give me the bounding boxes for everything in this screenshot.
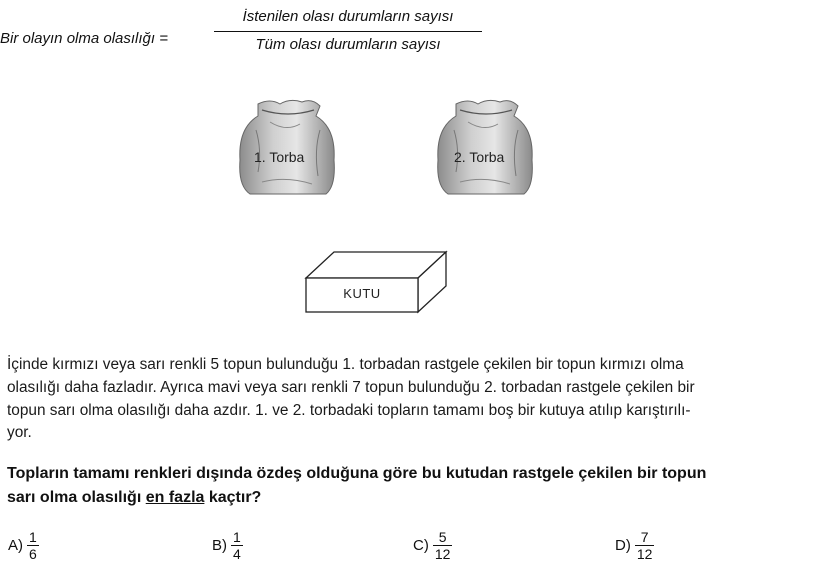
box-label: KUTU xyxy=(343,286,381,301)
paragraph-line: topun sarı olma olasılığı daha azdır. 1. ve 2. torbadaki topların tamamı boş bir kutuya atılıp karıştırılı- xyxy=(7,401,691,419)
option-fraction xyxy=(635,530,655,561)
option-fraction xyxy=(27,530,39,561)
option-denominator: 6 xyxy=(29,546,37,562)
option-numerator: 1 xyxy=(29,529,37,545)
option-b[interactable] xyxy=(212,530,243,561)
question-line-2-start: sarı olma olasılığı xyxy=(7,489,146,506)
option-denominator: 12 xyxy=(434,546,451,562)
fraction-denominator: Tüm olası durumların sayısı xyxy=(255,36,441,53)
bag-1-icon xyxy=(240,100,335,194)
option-denominator: 4 xyxy=(233,546,241,562)
question-text xyxy=(7,462,807,510)
bag-2-icon xyxy=(438,100,533,194)
option-numerator: 7 xyxy=(640,529,649,545)
option-c[interactable] xyxy=(413,530,452,561)
option-numerator: 1 xyxy=(233,529,241,545)
option-letter: D) xyxy=(615,537,631,554)
bag-1-label: 1. Torba xyxy=(254,149,305,165)
option-a[interactable] xyxy=(8,530,39,561)
question-line-1: Topların tamamı renkleri dışında özdeş olduğuna göre bu kutudan rastgele çekilen bir topun xyxy=(7,465,707,482)
paragraph-line: olasılığı daha fazladır. Ayrıca mavi veya sarı renkli 7 topun bulunduğu 2. torbadan rastgele çekilen bir xyxy=(7,378,695,396)
option-letter: A) xyxy=(8,537,23,554)
fraction-numerator: İstenilen olası durumların sayısı xyxy=(242,8,454,25)
formula-lead: Bir olayın olma olasılığı = xyxy=(0,30,168,47)
option-fraction xyxy=(433,530,453,561)
option-denominator: 12 xyxy=(636,546,653,562)
paragraph-line: yor. xyxy=(7,424,32,442)
option-numerator: 5 xyxy=(438,529,447,545)
question-line-2 xyxy=(7,486,807,510)
box-icon xyxy=(306,252,446,312)
bag-2-label: 2. Torba xyxy=(454,149,505,165)
question-line-2-end: kaçtır? xyxy=(204,489,262,506)
option-letter: B) xyxy=(212,537,227,554)
paragraph-line: İçinde kırmızı veya sarı renkli 5 topun bulunduğu 1. torbadan rastgele çekilen bir topun kırmızı olma xyxy=(7,356,684,373)
question-emphasis: en fazla xyxy=(145,489,205,506)
option-fraction xyxy=(231,530,243,561)
option-letter: C) xyxy=(413,537,429,554)
problem-paragraph xyxy=(7,354,807,445)
option-d[interactable] xyxy=(615,530,654,561)
